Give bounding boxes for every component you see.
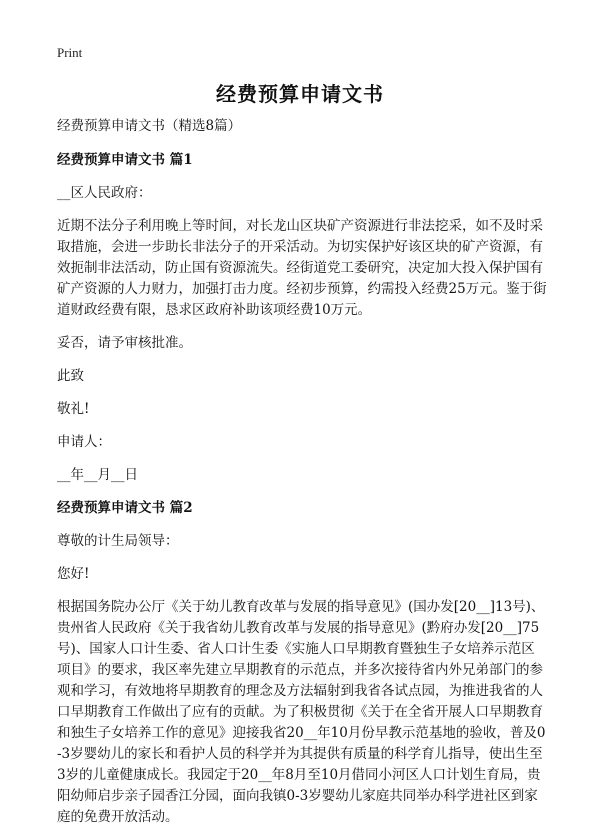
section-2-body: 根据国务院办公厅《关于幼儿教育改革与发展的指导意见》(国办发[20__]13号)、贵州省人民政府《关于我省幼儿教育改革与发展的指导意见》(黔府办发[20__]75号)、国家人口计生委、省人口计生委《实施人口早期教育暨独生子女培养示范区项目》的要求，我区率先建立早期教育的示范点，并多次接待省内外兄弟部门的参观和学习，有效地将早期教育的理念及方法辐射到我省各试点园，为推进我省的人口早期教育工作做出了应有的贡献。为了积极贯彻《关于在全省开展人口早期教育和独生子女培养工作的意见》迎接我省20__年10月份早教示范基地的验收，普及0-3岁婴幼儿的家长和看护人员的科学并为其提供有质量的科学育儿指导，使出生至3岁的儿童健康成长。我园定于20__年8月至10月借同小河区人口计划生育局，贵阳幼师启步亲子园香江分园，面向我镇0-3岁婴幼儿家庭共同举办科学进社区到家庭的免费开放活动。 — [57, 599, 546, 825]
document-title: 经费预算申请文书 — [216, 82, 384, 106]
section-1-closing-1: 此致 — [57, 368, 84, 384]
section-1-date: __年__月__日 — [57, 467, 138, 483]
section-1-closing-2: 敬礼! — [57, 401, 90, 417]
section-2-heading: 经费预算申请文书 篇2 — [57, 500, 193, 516]
section-1-salutation: __区人民政府： — [57, 185, 152, 201]
section-1-request: 妥否，请予审核批准。 — [57, 335, 192, 351]
section-1-applicant: 申请人： — [57, 434, 111, 450]
document-subtitle: 经费预算申请文书（精选8篇） — [57, 118, 242, 134]
section-1-body: 近期不法分子利用晚上等时间，对长龙山区块矿产资源进行非法挖采，如不及时采取措施，会进一步助长非法分子的开采活动。为切实保护好该区块的矿产资源，有效扼制非法活动，防止国有资源流失。经街道党工委研究，决定加大投入保护国有矿产资源的人力财力，加强打击力度。经初步预算，约需投入经费25万元。鉴于街道财政经费有限，恳求区政府补助该项经费10万元。 — [57, 218, 547, 318]
section-2-salutation: 尊敬的计生局领导： — [57, 533, 179, 549]
section-1-heading: 经费预算申请文书 篇1 — [57, 152, 193, 168]
print-label[interactable]: Print — [57, 45, 83, 60]
section-2-greeting: 您好! — [57, 566, 90, 582]
document-body — [57, 116, 547, 840]
